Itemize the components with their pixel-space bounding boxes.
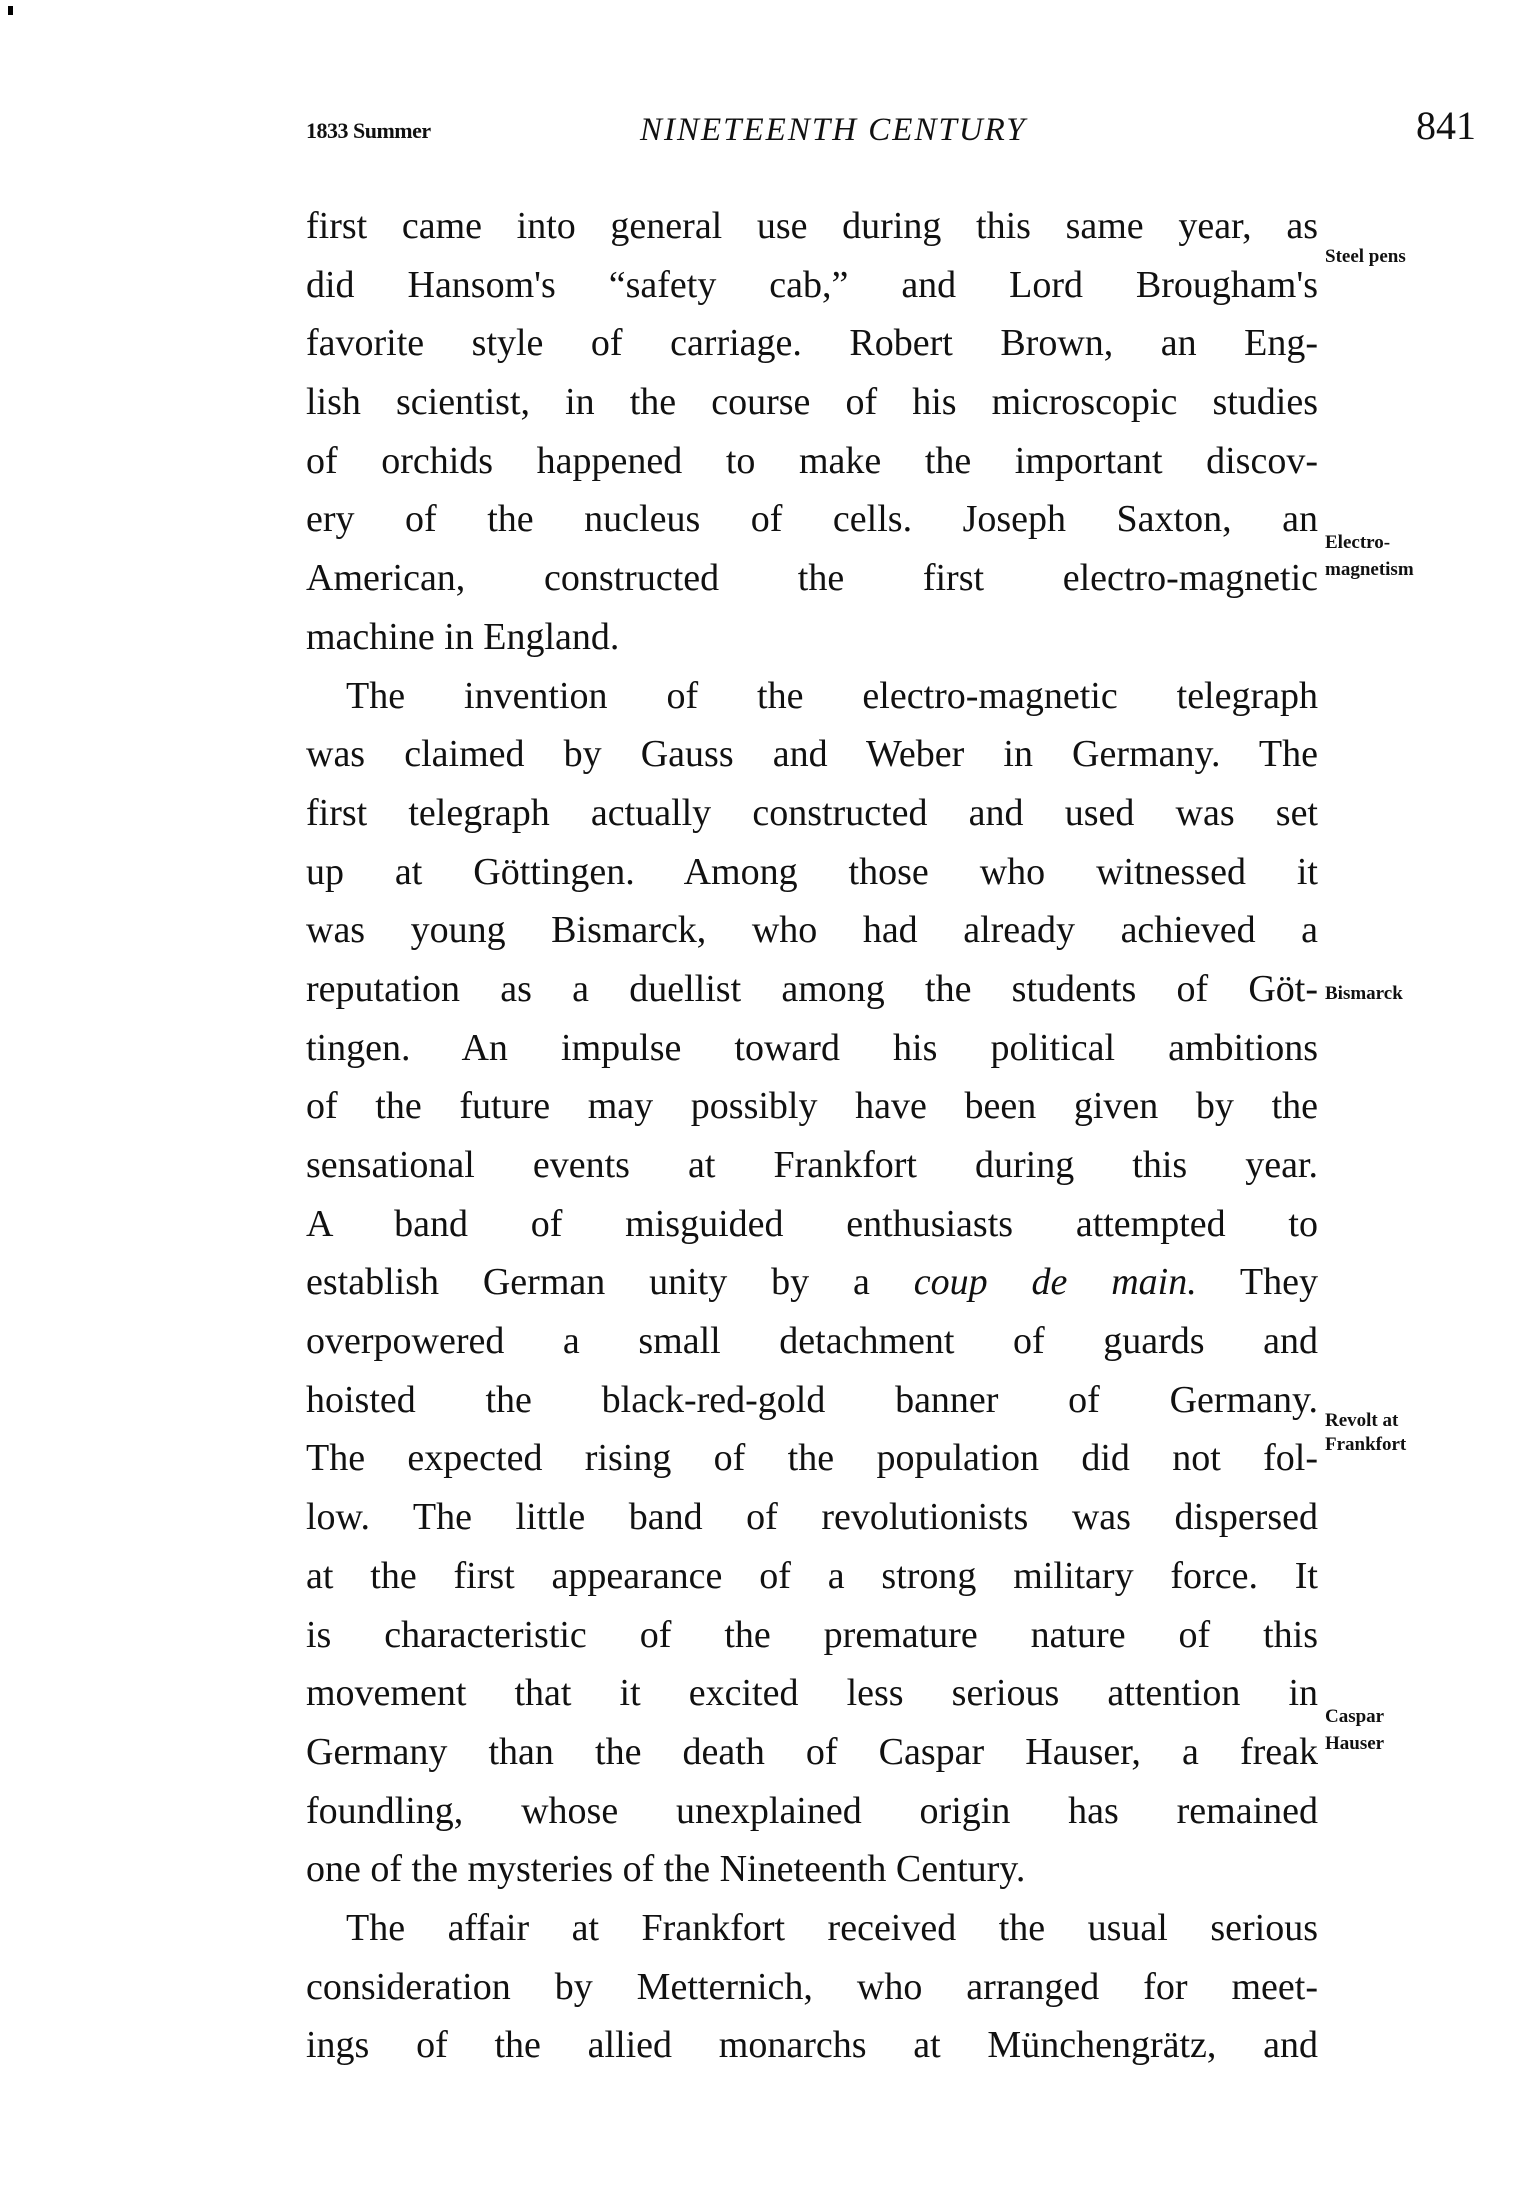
text-line: of the future may possibly have been given by the <box>306 1085 1318 1128</box>
text-line: reputation as a duellist among the students of Göt- <box>306 967 1318 1010</box>
italic-phrase: coup de main. <box>913 1261 1197 1304</box>
text-line: sensational events at Frankfort during this year. <box>306 1144 1318 1186</box>
text-line: was young Bismarck, who had already achieved a <box>306 909 1318 952</box>
paragraph <box>306 667 1318 1899</box>
text-line: machine in England. <box>306 615 620 658</box>
text-line: was claimed by Gauss and Weber in Germany. The <box>306 733 1318 776</box>
sidenote-bismarck: Bismarck <box>1325 983 1403 1004</box>
text-line: consideration by Metternich, who arranged for meet- <box>306 1965 1318 2008</box>
text-line: did Hansom's “safety cab,” and Lord Brougham's <box>306 263 1318 306</box>
text-line: up at Göttingen. Among those who witnessed it <box>306 850 1318 893</box>
running-head-date: 1833 Summer <box>306 118 431 143</box>
sidenote-revolt-line2: Frankfort <box>1325 1434 1407 1455</box>
sidenote-electro-line2: magnetism <box>1325 559 1414 580</box>
text-line: is characteristic of the premature nature of this <box>306 1613 1318 1656</box>
text-line: The invention of the electro-magnetic telegraph <box>346 674 1318 717</box>
sidenote-caspar-line2: Hauser <box>1325 1733 1385 1754</box>
text-line: low. The little band of revolutionists was dispersed <box>306 1496 1318 1539</box>
text-line <box>306 1253 1318 1312</box>
text-line: ery of the nucleus of cells. Joseph Saxton, an <box>306 498 1318 541</box>
text-line: of orchids happened to make the important discov- <box>306 439 1318 482</box>
text-line: ings of the allied monarchs at Münchengrätz, and <box>306 2024 1318 2067</box>
sidenote-caspar-line1: Caspar <box>1325 1706 1385 1727</box>
text-line: first came into general use during this same year, as <box>306 205 1318 247</box>
text-line: A band of misguided enthusiasts attempted to <box>306 1202 1318 1245</box>
sidenote-steel-pens: Steel pens <box>1325 246 1406 267</box>
text-line: The affair at Frankfort received the usual serious <box>346 1906 1318 1949</box>
text-line: favorite style of carriage. Robert Brown, an Eng- <box>306 322 1318 365</box>
text-line: overpowered a small detachment of guards and <box>306 1320 1318 1363</box>
running-head-title: NINETEENTH CENTURY <box>640 112 1027 148</box>
text-line: hoisted the black-red-gold banner of Germany. <box>306 1378 1318 1421</box>
body-text <box>306 197 1318 2075</box>
text-line: first telegraph actually constructed and used was set <box>306 791 1318 834</box>
text-line: foundling, whose unexplained origin has remained <box>306 1789 1318 1832</box>
text-segment: establish German unity by a <box>306 1261 914 1304</box>
text-segment: They <box>1196 1261 1318 1304</box>
text-line: Germany than the death of Caspar Hauser, a freak <box>306 1730 1318 1773</box>
text-line: one of the mysteries of the Nineteenth Century. <box>306 1848 1026 1891</box>
text-line: at the first appearance of a strong military force. It <box>306 1554 1318 1597</box>
text-line: tingen. An impulse toward his political ambitions <box>306 1026 1318 1069</box>
scan-mark <box>8 6 13 15</box>
paragraph <box>306 197 1318 667</box>
text-line: lish scientist, in the course of his microscopic studies <box>306 381 1318 424</box>
page-number: 841 <box>1416 103 1476 148</box>
paragraph <box>306 1899 1318 2075</box>
text-line: American, constructed the first electro-magnetic <box>306 557 1318 600</box>
text-line: movement that it excited less serious attention in <box>306 1672 1318 1715</box>
sidenote-electro-line1: Electro- <box>1325 532 1391 553</box>
text-line: The expected rising of the population did not fol- <box>306 1437 1318 1480</box>
sidenote-revolt-line1: Revolt at <box>1325 1410 1399 1431</box>
